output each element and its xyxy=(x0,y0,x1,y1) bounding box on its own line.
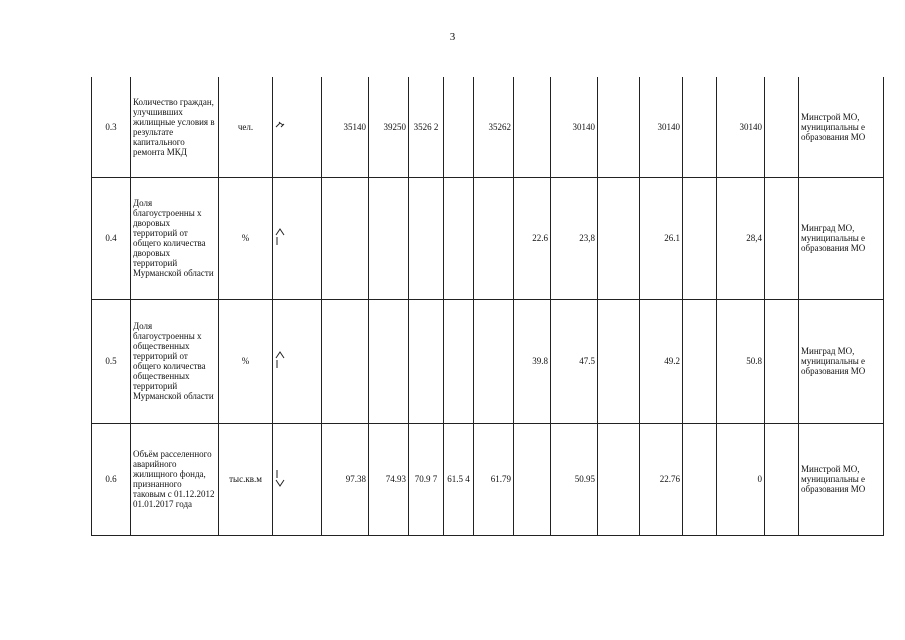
value-cell xyxy=(765,77,799,177)
unit-cell: чел. xyxy=(219,77,273,177)
trend-cell xyxy=(273,177,322,299)
table-row xyxy=(92,299,884,423)
value-cell: 70.9 7 xyxy=(409,423,444,535)
indicator-name: Доля благоустроенны х общественных территорий от общего количества общественных территорий Мурманской области xyxy=(131,299,219,423)
trend-up-icon xyxy=(275,228,285,249)
value-cell: 3526 2 xyxy=(409,77,444,177)
value-cell: 30140 xyxy=(717,77,765,177)
value-cell xyxy=(444,77,474,177)
value-cell: 30140 xyxy=(551,77,598,177)
unit-cell: тыс.кв.м xyxy=(219,423,273,535)
row-number: 0.3 xyxy=(92,77,131,177)
trend-up-icon xyxy=(275,351,285,372)
page-number: 3 xyxy=(449,31,456,43)
value-cell xyxy=(322,177,369,299)
value-cell xyxy=(322,299,369,423)
value-cell xyxy=(765,177,799,299)
value-cell: 0 xyxy=(717,423,765,535)
value-cell xyxy=(598,299,640,423)
value-cell xyxy=(369,299,409,423)
table-row xyxy=(92,177,884,299)
value-cell xyxy=(444,177,474,299)
value-cell xyxy=(765,423,799,535)
value-cell xyxy=(409,177,444,299)
indicator-name: Количество граждан, улучшивших жилищные условия в результате капитального ремонта МКД xyxy=(131,77,219,177)
trend-down-icon xyxy=(275,469,285,490)
value-cell xyxy=(474,299,514,423)
value-cell xyxy=(514,423,551,535)
value-cell xyxy=(598,77,640,177)
value-cell xyxy=(444,299,474,423)
table-row xyxy=(92,423,884,535)
row-number: 0.5 xyxy=(92,299,131,423)
value-cell: 22.76 xyxy=(640,423,683,535)
value-cell: 47.5 xyxy=(551,299,598,423)
hook-arrow-icon xyxy=(275,121,285,132)
value-cell: 97.38 xyxy=(322,423,369,535)
value-cell: 26.1 xyxy=(640,177,683,299)
value-cell xyxy=(683,177,717,299)
responsible-cell: Минстрой МО, муниципальны е образования МО xyxy=(799,423,884,535)
unit-cell: % xyxy=(219,177,273,299)
responsible-cell: Минград МО, муниципальны е образования МО xyxy=(799,299,884,423)
row-number: 0.4 xyxy=(92,177,131,299)
value-cell: 35262 xyxy=(474,77,514,177)
value-cell xyxy=(514,77,551,177)
value-cell: 39250 xyxy=(369,77,409,177)
value-cell: 23,8 xyxy=(551,177,598,299)
value-cell: 74.93 xyxy=(369,423,409,535)
value-cell xyxy=(683,77,717,177)
indicator-name: Объём расселенного аварийного жилищного фонда, признанного таковым с 01.12.2012 01.01.2017 года xyxy=(131,423,219,535)
table-row xyxy=(92,77,884,177)
value-cell: 49.2 xyxy=(640,299,683,423)
trend-cell xyxy=(273,299,322,423)
value-cell xyxy=(474,177,514,299)
responsible-cell: Минград МО, муниципальны е образования МО xyxy=(799,177,884,299)
value-cell: 35140 xyxy=(322,77,369,177)
value-cell: 30140 xyxy=(640,77,683,177)
value-cell xyxy=(683,299,717,423)
indicator-name: Доля благоустроенны х дворовых территорий от общего количества дворовых территорий Мурманской области xyxy=(131,177,219,299)
value-cell: 50.95 xyxy=(551,423,598,535)
value-cell xyxy=(683,423,717,535)
row-number: 0.6 xyxy=(92,423,131,535)
responsible-cell: Минстрой МО, муниципальны е образования МО xyxy=(799,77,884,177)
value-cell: 28,4 xyxy=(717,177,765,299)
trend-cell xyxy=(273,423,322,535)
value-cell: 39.8 xyxy=(514,299,551,423)
indicators-table xyxy=(91,77,884,536)
value-cell xyxy=(598,423,640,535)
value-cell xyxy=(765,299,799,423)
value-cell: 50.8 xyxy=(717,299,765,423)
value-cell: 61.5 4 xyxy=(444,423,474,535)
value-cell xyxy=(409,299,444,423)
value-cell: 61.79 xyxy=(474,423,514,535)
value-cell xyxy=(598,177,640,299)
trend-cell xyxy=(273,77,322,177)
value-cell xyxy=(369,177,409,299)
value-cell: 22.6 xyxy=(514,177,551,299)
unit-cell: % xyxy=(219,299,273,423)
